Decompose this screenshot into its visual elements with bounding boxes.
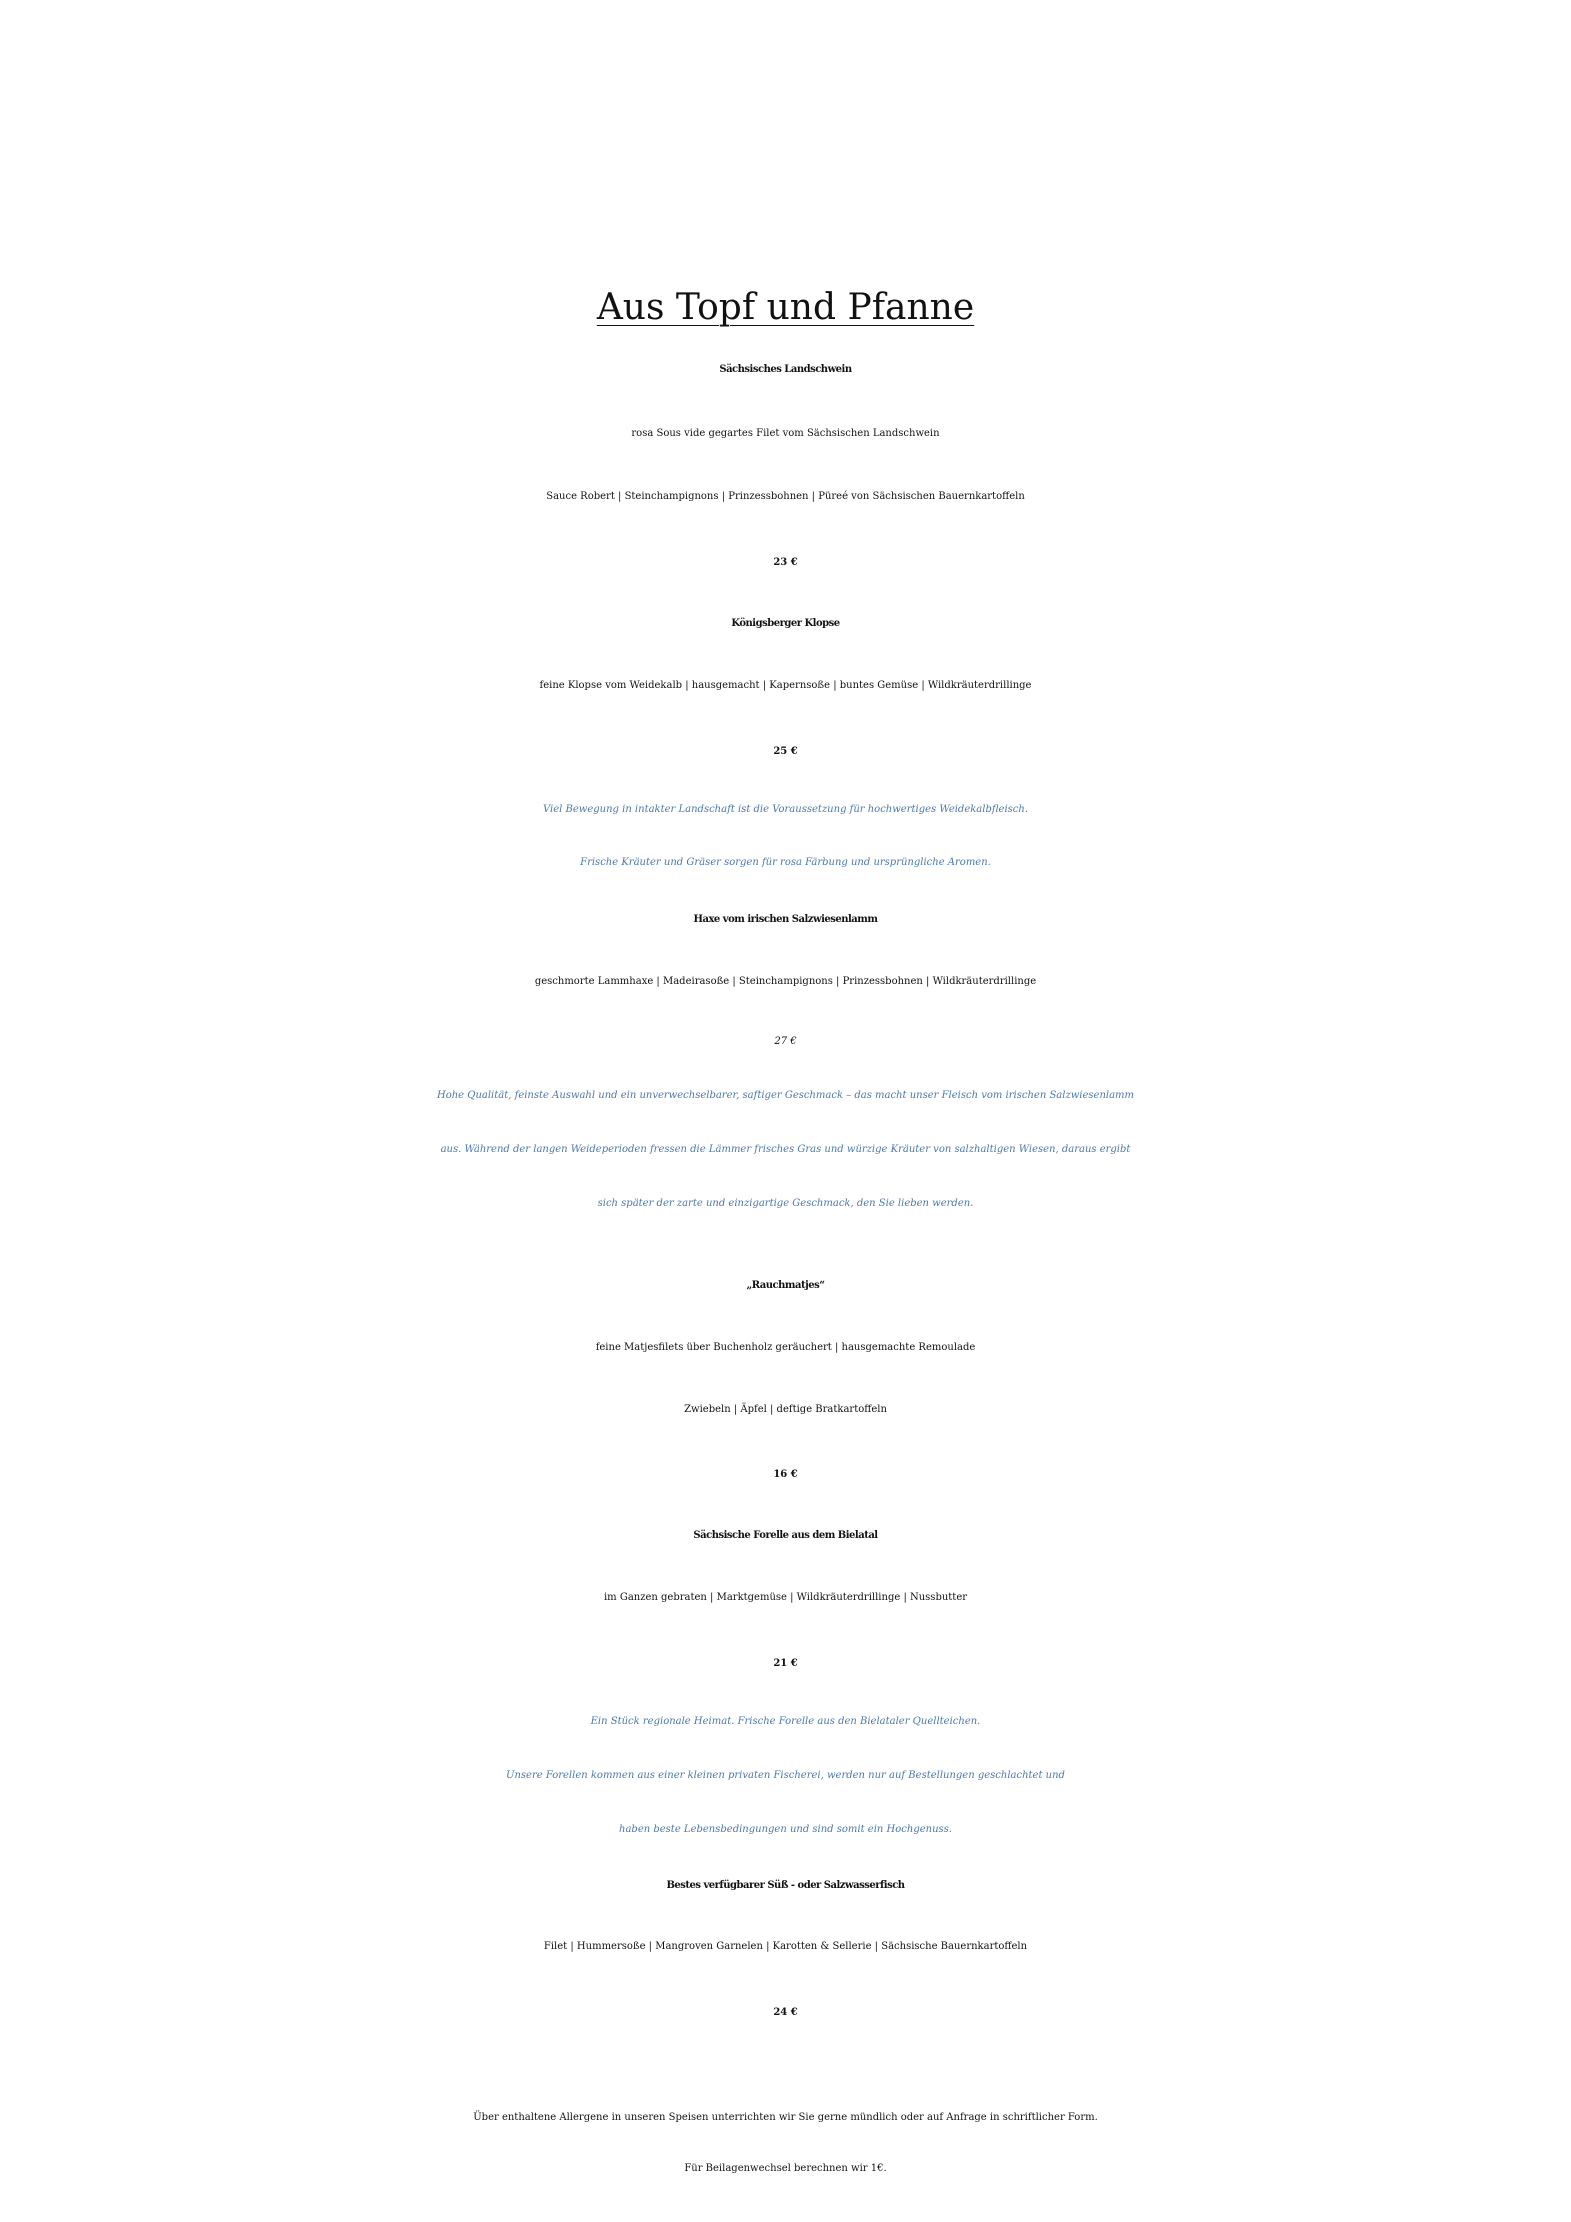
dish-note: Hohe Qualität, feinste Auswahl und ein unverwechselbarer, saftiger Geschmack – das macht unser Fleisch vom irischen Salzwiesenlamm	[436, 1090, 1135, 1101]
dish-description: im Ganzen gebraten | Marktgemüse | Wildkräuterdrillinge | Nussbutter	[603, 1592, 968, 1603]
dish-price: 25 €	[773, 746, 798, 757]
dish-description: Zwiebeln | Äpfel | deftige Bratkartoffeln	[684, 1404, 887, 1415]
dish-price: 16 €	[773, 1469, 798, 1480]
dish-description: Sauce Robert | Steinchampignons | Prinzessbohnen | Püreé von Sächsischen Bauernkartoffeln	[546, 491, 1025, 502]
dish-price: 23 €	[773, 557, 798, 568]
dish-note: haben beste Lebensbedingungen und sind somit ein Hochgenuss.	[619, 1824, 952, 1835]
dish-name: „Rauchmatjes“	[746, 1280, 825, 1291]
dish-description: feine Matjesfilets über Buchenholz geräuchert | hausgemachte Remoulade	[595, 1342, 976, 1353]
dish-price: 21 €	[773, 1658, 798, 1669]
dish-price: 27 €	[774, 1036, 797, 1047]
dish-price: 24 €	[773, 2007, 798, 2018]
dish-name: Haxe vom irischen Salzwiesenlamm	[693, 914, 878, 925]
dish-description: rosa Sous vide gegartes Filet vom Sächsischen Landschwein	[631, 428, 940, 439]
dish-description: Filet | Hummersoße | Mangroven Garnelen | Karotten & Sellerie | Sächsische Bauernkartoffeln	[543, 1941, 1028, 1952]
dish-name: Sächsische Forelle aus dem Bielatal	[693, 1530, 878, 1541]
dish-note: Unsere Forellen kommen aus einer kleinen privaten Fischerei, werden nur auf Bestellungen geschlachtet und	[506, 1770, 1065, 1781]
dish-name: Bestes verfügbarer Süß - oder Salzwasserfisch	[666, 1880, 905, 1891]
dish-description: geschmorte Lammhaxe | Madeirasoße | Steinchampignons | Prinzessbohnen | Wildkräuterdrillinge	[534, 976, 1037, 987]
dish-note: Frische Kräuter und Gräser sorgen für rosa Färbung und ursprüngliche Aromen.	[580, 857, 991, 868]
side-dish-notice: Für Beilagenwechsel berechnen wir 1€.	[684, 2163, 887, 2174]
dish-note: Viel Bewegung in intakter Landschaft ist die Voraussetzung für hochwertiges Weidekalbfleisch.	[542, 804, 1029, 815]
dish-description: feine Klopse vom Weidekalb | hausgemacht | Kapernsoße | buntes Gemüse | Wildkräuterdrillinge	[539, 680, 1032, 691]
section-title: Aus Topf und Pfanne	[596, 287, 975, 328]
dish-note: Ein Stück regionale Heimat. Frische Forelle aus den Bielataler Quellteichen.	[590, 1716, 981, 1727]
dish-note: sich später der zarte und einzigartige Geschmack, den Sie lieben werden.	[597, 1198, 974, 1209]
dish-note: aus. Während der langen Weideperioden fressen die Lämmer frisches Gras und würzige Kräuter von salzhaltigen Wiesen, daraus ergibt	[440, 1144, 1131, 1155]
dish-name: Königsberger Klopse	[731, 618, 840, 629]
dish-name: Sächsisches Landschwein	[719, 364, 852, 375]
allergen-notice: Über enthaltene Allergene in unseren Speisen unterrichten wir Sie gerne mündlich oder auf Anfrage in schriftlicher Form.	[473, 2112, 1098, 2123]
